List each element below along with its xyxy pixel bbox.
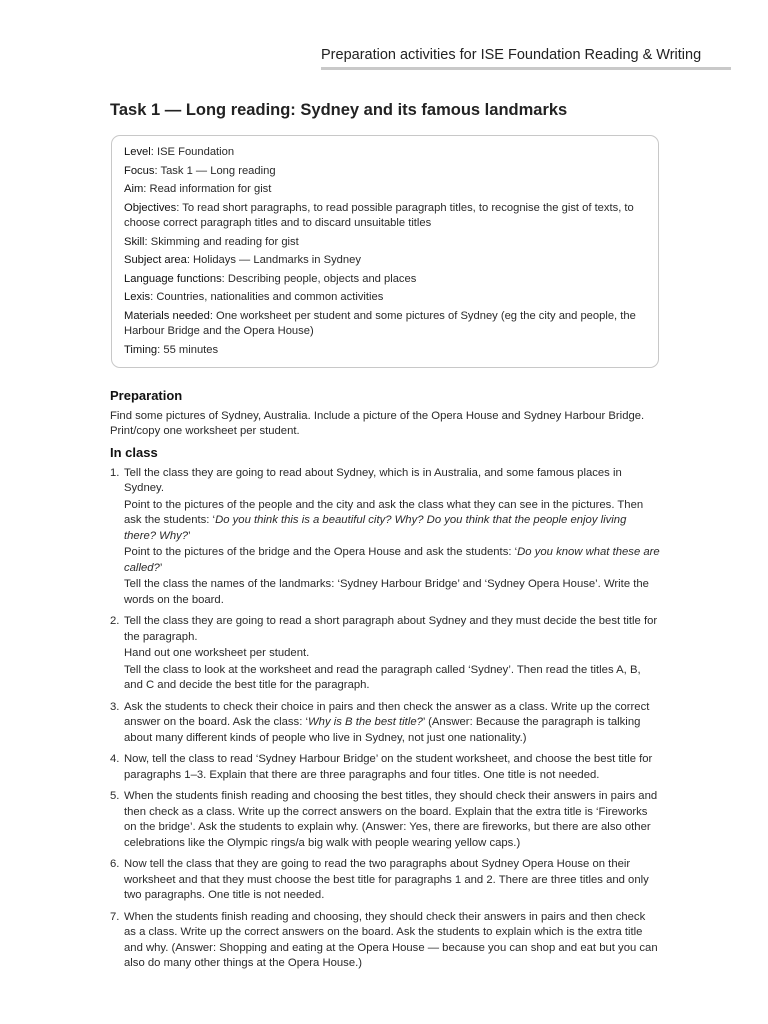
step-paragraph [124, 789, 660, 851]
info-separator: : [150, 291, 157, 303]
info-label: Subject area [124, 254, 187, 266]
step-number: 1. [110, 466, 120, 479]
info-row [124, 272, 646, 288]
step-paragraph [124, 663, 660, 694]
info-label: Lexis [124, 291, 151, 303]
info-label: Materials needed [124, 309, 210, 322]
info-label: Language functions [124, 272, 222, 285]
step-paragraph [124, 577, 660, 608]
step-text: Hand out one worksheet per student. [124, 647, 310, 659]
info-value: Countries, nationalities and common activities [156, 291, 384, 303]
in-class-heading: In class [110, 445, 158, 460]
step-quote: Why is B the best title? [308, 716, 423, 728]
info-row [124, 145, 646, 161]
info-separator: : [186, 254, 194, 266]
preparation-text: Find some pictures of Sydney, Australia. Include a picture of the Opera House and Sydney Harbour Bridge. Print/copy one worksheet per student. [110, 409, 645, 437]
step-item [110, 789, 660, 851]
step-text: Tell the class they are going to read a short paragraph about Sydney and they must decide the best title for the paragraph. [124, 615, 658, 643]
step-paragraph [124, 614, 660, 645]
info-value: One worksheet per student and some pictures of Sydney (eg the city and people, the Harbour Bridge and the Opera House) [124, 309, 636, 337]
step-text: Tell the class they are going to read about Sydney, which is in Australia, and some famous places in Sydney. [124, 466, 622, 494]
step-text: When the students finish reading and choosing, they should check their answers in pairs and then check as a class. Write up the correct answers on the board. Ask the students to explain which is the extra title and why. (Answer: Shopping and eating at the Opera House — because you can shop and eat but you can also do many other things at the Opera House.) [124, 910, 658, 969]
info-separator: : [176, 201, 183, 214]
step-item [110, 910, 660, 972]
step-text: Now, tell the class to read ‘Sydney Harbour Bridge’ on the student worksheet, and choose the best title for paragraphs 1–3. Explain that there are three paragraphs and four titles. One title is not needed. [124, 753, 653, 781]
info-separator: : [154, 164, 161, 177]
info-value: Holidays — Landmarks in Sydney [193, 254, 361, 266]
page-header: Preparation activities for ISE Foundation Reading & Writing [321, 47, 731, 70]
info-value: Read information for gist [149, 183, 272, 195]
step-paragraph [124, 466, 660, 497]
info-row [124, 343, 646, 359]
step-paragraph [124, 646, 660, 662]
step-item [110, 614, 660, 694]
step-text: Point to the pictures of the people and the city and ask the class what they can see in the pictures. Then ask the students: ‘ [124, 498, 644, 526]
task-info-box [111, 135, 659, 368]
step-item [110, 466, 660, 609]
step-text: Ask the students to check their choice in pairs and then check the answer as a class. Write up the correct answer on the board. Ask the class: ‘ [124, 700, 650, 728]
step-paragraph [124, 545, 660, 576]
preparation-section [110, 388, 660, 440]
step-text: Tell the class to look at the worksheet and read the paragraph called ‘Sydney’. Then read the titles A, B, and C and decide the best title for the paragraph. [124, 663, 641, 691]
info-label: Skill [124, 235, 145, 248]
info-row [124, 309, 646, 340]
info-label: Aim [124, 183, 144, 195]
info-value: 55 minutes [163, 343, 219, 356]
in-class-steps [110, 466, 660, 972]
step-number: 6. [110, 858, 120, 870]
info-label: Level [124, 146, 151, 158]
step-paragraph [124, 910, 660, 972]
step-paragraph [124, 700, 660, 747]
step-text: ’ [188, 529, 191, 542]
step-text: ’ [159, 561, 163, 574]
preparation-heading: Preparation [110, 388, 183, 403]
info-separator: : [150, 146, 157, 158]
info-separator: : [144, 235, 151, 248]
step-number: 3. [110, 700, 120, 713]
info-label: Focus [124, 164, 155, 177]
step-quote: Do you think this is a beautiful city? Why? Do you think that the people enjoy living there? Why? [124, 514, 627, 542]
step-item [110, 700, 660, 747]
step-item [110, 752, 660, 783]
step-paragraph [124, 857, 660, 904]
info-row [124, 164, 646, 180]
step-text: Now tell the class that they are going to read the two paragraphs about Sydney Opera House on their worksheet and that they must choose the best title for paragraphs 1 and 2. There are three titles and only two paragraphs. One title is not needed. [124, 858, 649, 901]
step-quote: Do you know what these are called? [124, 546, 660, 574]
step-paragraph [124, 498, 660, 545]
step-number: 2. [110, 615, 120, 627]
info-separator: : [221, 272, 228, 285]
step-number: 5. [110, 790, 120, 802]
step-text: When the students finish reading and choosing the best titles, they should check their answers in pairs and then check as a class. Write up the correct answers on the board. Explain that the extra title is ‘Fireworks on the bridge’. Ask the students to explain why. (Answer: Yes, there are fireworks, but there are also other celebrations like the Olympic rings/a big walk with people wearing yellow caps.) [124, 790, 658, 849]
step-number: 4. [110, 753, 120, 765]
step-paragraph [124, 752, 660, 783]
info-separator: : [157, 343, 164, 356]
info-row [124, 201, 646, 232]
info-label: Objectives [124, 201, 177, 214]
info-separator: : [143, 183, 150, 195]
info-row [124, 253, 646, 269]
info-row [124, 290, 646, 306]
step-item [110, 857, 660, 904]
info-value: Skimming and reading for gist [150, 235, 299, 248]
info-separator: : [209, 309, 217, 322]
info-value: ISE Foundation [156, 146, 235, 158]
in-class-section [110, 445, 660, 978]
info-row [124, 182, 646, 198]
step-text: ’ (Answer: Because the paragraph is talking about many different kinds of people who live in Sydney, not just one nationality.) [124, 716, 641, 744]
info-row [124, 235, 646, 251]
info-label: Timing [124, 343, 158, 356]
step-text: Point to the pictures of the bridge and the Opera House and ask the students: ‘ [124, 546, 518, 558]
step-number: 7. [110, 910, 120, 923]
info-value: Task 1 — Long reading [160, 164, 276, 177]
info-value: To read short paragraphs, to read possible paragraph titles, to recognise the gist of texts, to choose correct paragraph titles and to discard unsuitable titles [124, 201, 634, 229]
task-title: Task 1 — Long reading: Sydney and its famous landmarks [110, 101, 568, 119]
info-value: Describing people, objects and places [227, 272, 417, 285]
step-text: Tell the class the names of the landmarks: ‘Sydney Harbour Bridge’ and ‘Sydney Opera House’. Write the words on the board. [124, 578, 649, 606]
